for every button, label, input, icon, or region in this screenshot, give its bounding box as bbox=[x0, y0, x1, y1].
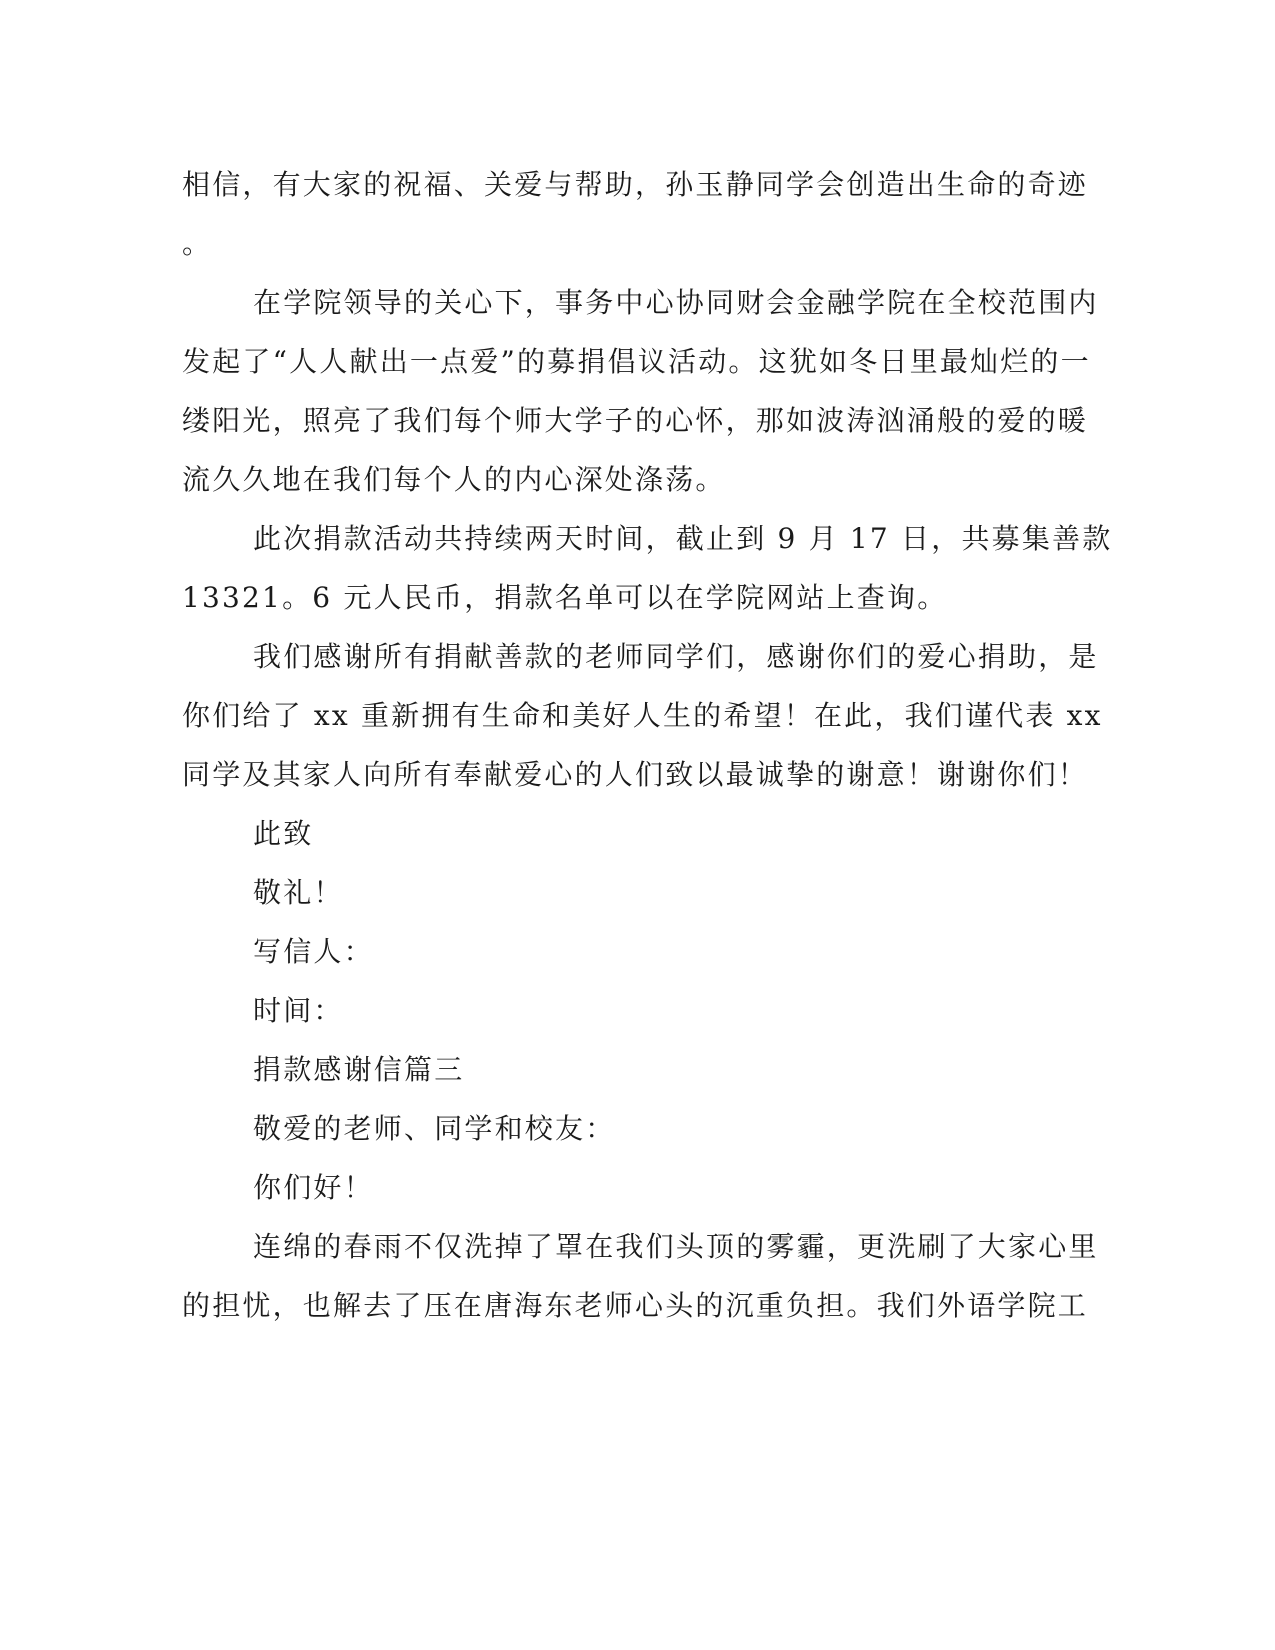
closing-regards: 敬礼！ bbox=[253, 876, 344, 909]
signature-date: 时间： bbox=[253, 994, 344, 1027]
letter-hello: 你们好！ bbox=[253, 1171, 374, 1204]
letter-greeting: 敬爱的老师、同学和校友： bbox=[253, 1112, 616, 1145]
text-line: 13321。6 元人民币，捐款名单可以在学院网站上查询。 bbox=[182, 581, 948, 614]
section-title: 捐款感谢信篇三 bbox=[253, 1053, 465, 1086]
signature-writer: 写信人： bbox=[253, 935, 374, 968]
paragraph-start-line: 此次捐款活动共持续两天时间，截止到 9 月 17 日，共募集善款 bbox=[253, 522, 1113, 555]
document-body bbox=[182, 155, 1113, 1335]
paragraph-start-line: 连绵的春雨不仅洗掉了罩在我们头顶的雾霾，更洗刷了大家心里 bbox=[253, 1230, 1099, 1263]
paragraph-start-line: 我们感谢所有捐献善款的老师同学们，感谢你们的爱心捐助，是 bbox=[253, 640, 1099, 673]
text-line: 你们给了 xx 重新拥有生命和美好人生的希望！在此，我们谨代表 xx bbox=[182, 699, 1103, 732]
paragraph-start-line: 在学院领导的关心下，事务中心协同财会金融学院在全校范围内 bbox=[253, 286, 1099, 319]
text-line: 发起了“人人献出一点爱”的募捐倡议活动。这犹如冬日里最灿烂的一 bbox=[182, 345, 1091, 378]
text-line: 。 bbox=[182, 227, 213, 260]
closing-salutation: 此致 bbox=[253, 817, 314, 850]
text-line: 缕阳光，照亮了我们每个师大学子的心怀，那如波涛汹涌般的爱的暖 bbox=[182, 404, 1089, 437]
text-line: 的担忧，也解去了压在唐海东老师心头的沉重负担。我们外语学院工 bbox=[182, 1289, 1089, 1322]
text-line: 流久久地在我们每个人的内心深处涤荡。 bbox=[182, 463, 726, 496]
text-line: 相信，有大家的祝福、关爱与帮助，孙玉静同学会创造出生命的奇迹 bbox=[182, 168, 1089, 201]
text-line: 同学及其家人向所有奉献爱心的人们致以最诚挚的谢意！谢谢你们！ bbox=[182, 758, 1089, 791]
